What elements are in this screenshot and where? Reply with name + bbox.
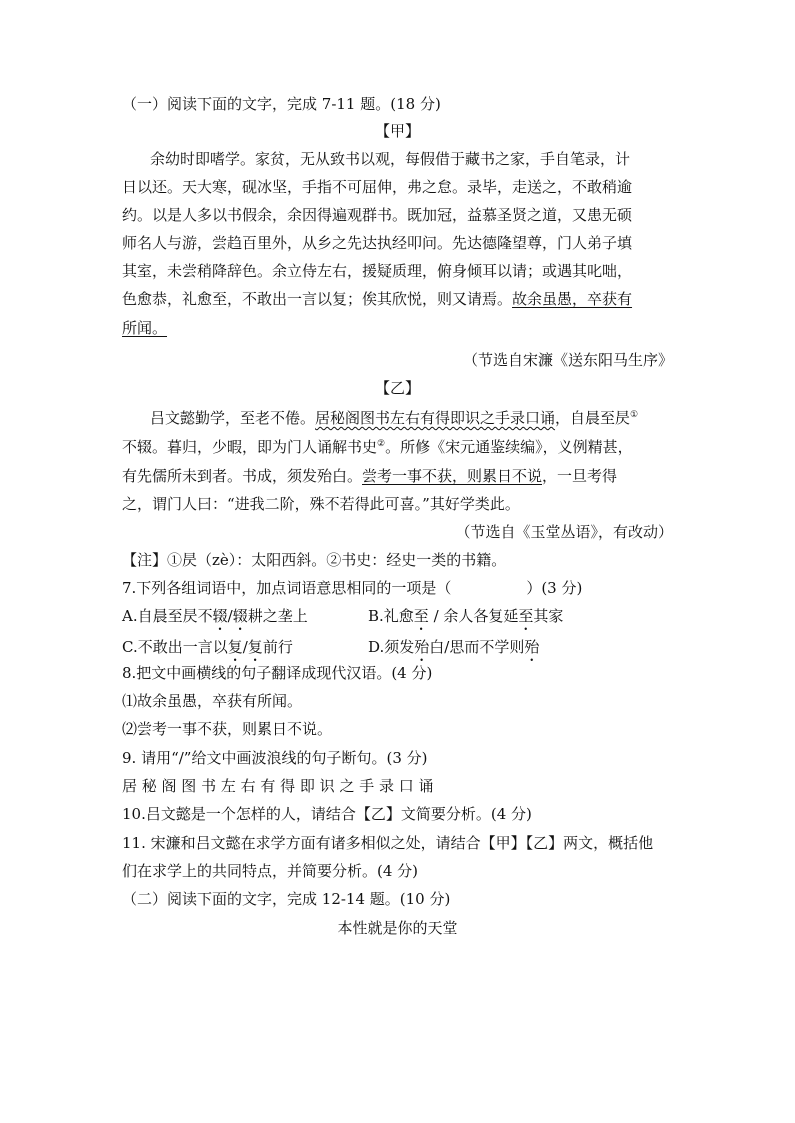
option-text: B.礼愈 (368, 607, 414, 625)
dotted-word: 复 (227, 638, 243, 656)
dotted-word: 辍 (232, 607, 248, 625)
passage-jia-line-2: 日以还。天大寒，砚冰坚，手指不可屈伸，弗之怠。录毕，走送之，不敢稍逾 (122, 178, 633, 196)
underlined-sentence-part-1: 故余虽愚，卒获有 (512, 290, 633, 308)
passage-yi-label: 【乙】 (374, 379, 420, 397)
question-8-item-1: ⑴故余虽愚，卒获有所闻。 (122, 692, 303, 710)
question-9-sentence: 居 秘 阁 图 书 左 右 有 得 即 识 之 手 录 口 诵 (122, 777, 434, 795)
question-8: 8.把文中画横线的句子翻译成现代汉语。(4 分) (122, 664, 433, 682)
option-text: / (227, 607, 233, 625)
option-text: 其家 (533, 607, 564, 625)
option-text: D.须发 (368, 638, 415, 656)
option-text: 前行 (262, 638, 293, 656)
passage-jia-text: 色愈恭，礼愈至，不敢出一言以复；俟其欣悦，则又请焉。 (122, 290, 513, 308)
underlined-sentence-yi: 尝考一事不获，则累日不说 (362, 467, 543, 485)
question-11-line-1: 11. 宋濂和吕文懿在求学方面有诸多相似之处，请结合【甲】【乙】两文，概括他 (122, 834, 654, 852)
question-7: 7.下列各组词语中，加点词语意思相同的一项是（ ）(3 分) (122, 579, 583, 597)
dotted-word: 殆 (414, 638, 430, 656)
option-a (122, 606, 308, 634)
option-text: A.自晨至昃不 (122, 607, 213, 625)
annotation-note: 【注】①昃（zè）：太阳西斜。②书史：经史一类的书籍。 (122, 551, 507, 569)
note-mark: ② (377, 439, 386, 449)
passage-yi-text: 。所修《宋元通鉴续编》，义例精甚， (385, 438, 633, 456)
passage-yi-line-4: 之，谓门人曰：“进我二阶，殊不若得此可喜。”其好学类此。 (122, 495, 520, 513)
option-c (122, 637, 293, 665)
passage-jia-label: 【甲】 (374, 122, 420, 140)
question-11-line-2: 们在求学上的共同特点，并简要分析。(4 分) (122, 862, 419, 880)
passage-yi-text: ，自晨至昃 (555, 409, 631, 427)
option-text: 耕之垄上 (247, 607, 308, 625)
dotted-word: 复 (247, 638, 263, 656)
passage-jia-line-5: 其室，未尝稍降辞色。余立侍左右，援疑质理，俯身倾耳以请；或遇其叱咄， (122, 262, 633, 280)
dotted-word: 殆 (524, 638, 540, 656)
dotted-word: 至 (518, 607, 534, 625)
passage-jia-line-4: 师名人与游，尝趋百里外，从乡之先达执经叩问。先达德隆望尊，门人弟子填 (122, 234, 633, 252)
article-title: 本性就是你的天堂 (337, 919, 458, 937)
dotted-word: 至 (413, 607, 429, 625)
note-mark: ① (630, 410, 639, 420)
section-one-heading: （一）阅读下面的文字，完成 7-11 题。(18 分) (122, 95, 441, 113)
question-8-item-2: ⑵尝考一事不获，则累日不说。 (122, 720, 333, 738)
passage-jia-line-6 (122, 289, 632, 309)
question-9: 9. 请用“/”给文中画波浪线的句子断句。(3 分) (122, 749, 428, 767)
passage-yi-text: 不辍。暮归，少暇，即为门人诵解书史 (122, 438, 378, 456)
option-text: / (242, 638, 248, 656)
question-10: 10.吕文懿是一个怎样的人，请结合【乙】文简要分析。(4 分) (122, 805, 532, 823)
passage-yi-line-1 (150, 408, 638, 428)
wavy-sentence: 居秘阁图书左右有得即识之手录口诵 (315, 409, 556, 427)
passage-yi-text: ，一旦考得 (542, 467, 618, 485)
section-two-heading: （二）阅读下面的文字，完成 12-14 题。(10 分) (122, 890, 451, 908)
passage-yi-text: 有先儒所未到者。书成，须发殆白。 (122, 467, 363, 485)
option-d (368, 637, 539, 665)
passage-yi-source: （节选自《玉堂丛语》，有改动） (455, 523, 673, 541)
passage-yi-line-2 (122, 437, 633, 457)
passage-jia-source: （节选自宋濂《送东阳马生序》 (462, 351, 673, 369)
option-text: 白/思而不学则 (429, 638, 525, 656)
option-b (368, 606, 563, 634)
passage-jia-line-3: 约。以是人多以书假余，余因得遍观群书。既加冠，益慕圣贤之道，又患无硕 (122, 206, 633, 224)
underlined-sentence-part-2: 所闻。 (122, 319, 168, 337)
passage-jia-line-1: 余幼时即嗜学。家贫，无从致书以观，每假借于藏书之家，手自笔录，计 (150, 150, 631, 168)
dotted-word: 辍 (212, 607, 228, 625)
option-text: / 余人各复延 (428, 607, 519, 625)
passage-yi-line-3 (122, 466, 617, 486)
option-text: C.不敢出一言以 (122, 638, 228, 656)
passage-yi-text: 吕文懿勤学，至老不倦。 (150, 409, 316, 427)
